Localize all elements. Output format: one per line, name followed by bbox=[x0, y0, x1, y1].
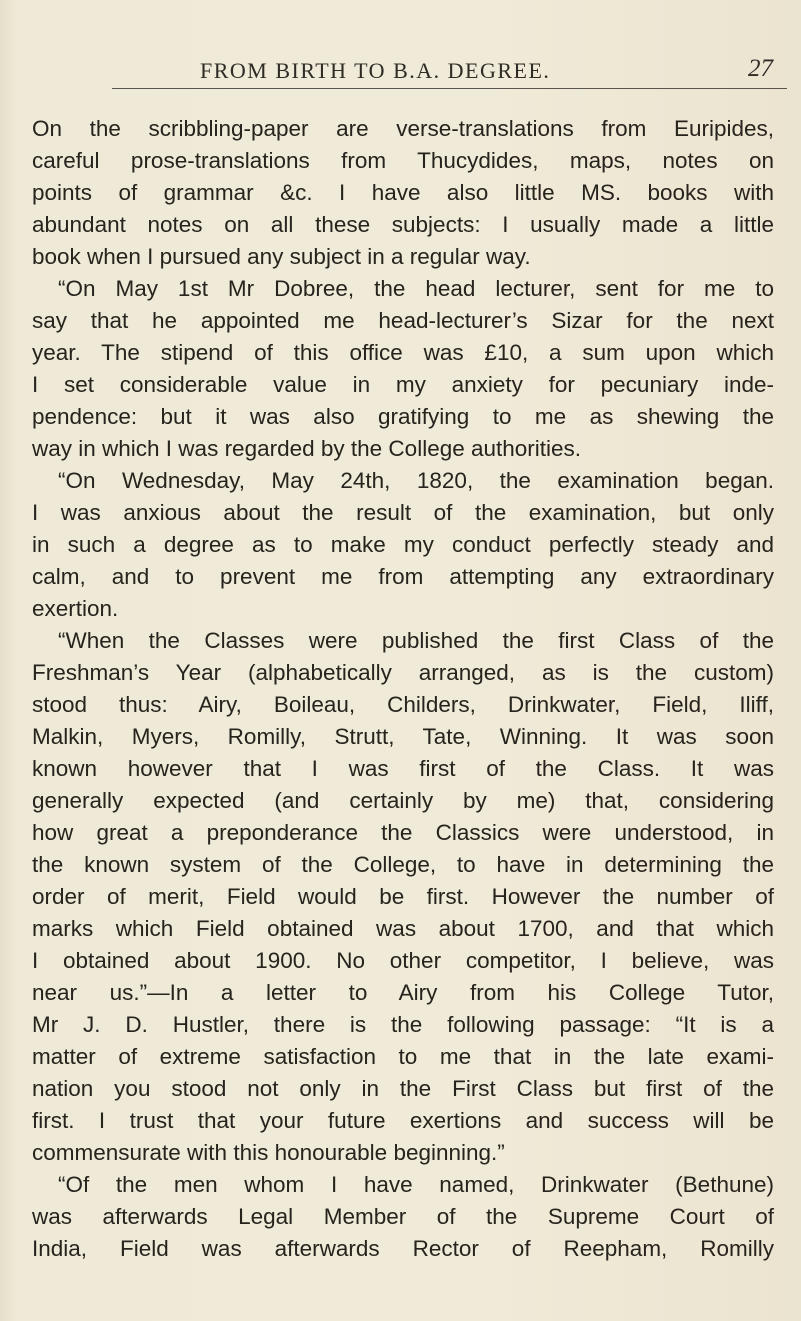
text-line: I obtained about 1900. No other competitor, I believe, was bbox=[32, 948, 774, 973]
text-line: Mr J. D. Hustler, there is the following passage: “It is a bbox=[32, 1012, 774, 1037]
text-line: in such a degree as to make my conduct perfectly steady and bbox=[32, 532, 774, 557]
text-line: stood thus: Airy, Boileau, Childers, Drinkwater, Field, Iliff, bbox=[32, 692, 774, 717]
text-line: was afterwards Legal Member of the Supreme Court of bbox=[32, 1204, 774, 1229]
text-line: “On May 1st Mr Dobree, the head lecturer, sent for me to bbox=[58, 276, 774, 301]
text-line: points of grammar &c. I have also little MS. books with bbox=[32, 180, 774, 205]
text-line: On the scribbling-paper are verse-translations from Euripides, bbox=[32, 116, 774, 141]
text-line: commensurate with this honourable beginning.” bbox=[32, 1140, 505, 1165]
text-line: abundant notes on all these subjects: I usually made a little bbox=[32, 212, 774, 237]
text-line: I was anxious about the result of the examination, but only bbox=[32, 500, 774, 525]
text-line: calm, and to prevent me from attempting any extraordinary bbox=[32, 564, 774, 589]
header-rule bbox=[112, 88, 787, 89]
text-line: nation you stood not only in the First Class but first of the bbox=[32, 1076, 774, 1101]
text-line: the known system of the College, to have in determining the bbox=[32, 852, 774, 877]
page-number: 27 bbox=[748, 55, 773, 82]
text-line: “On Wednesday, May 24th, 1820, the examination began. bbox=[58, 468, 774, 493]
text-line: India, Field was afterwards Rector of Reepham, Romilly bbox=[32, 1236, 774, 1261]
text-line: how great a preponderance the Classics were understood, in bbox=[32, 820, 774, 845]
text-line: order of merit, Field would be first. However the number of bbox=[32, 884, 774, 909]
running-head: FROM BIRTH TO B.A. DEGREE. bbox=[200, 58, 551, 83]
text-line: generally expected (and certainly by me) that, considering bbox=[32, 788, 774, 813]
text-line: careful prose-translations from Thucydides, maps, notes on bbox=[32, 148, 774, 173]
text-line: known however that I was first of the Class. It was bbox=[32, 756, 774, 781]
text-line: pendence: but it was also gratifying to me as shewing the bbox=[32, 404, 774, 429]
body-text bbox=[32, 113, 774, 1265]
text-line: exertion. bbox=[32, 596, 119, 621]
text-line: Malkin, Myers, Romilly, Strutt, Tate, Winning. It was soon bbox=[32, 724, 774, 749]
text-line: “Of the men whom I have named, Drinkwater (Bethune) bbox=[58, 1172, 774, 1197]
text-line: matter of extreme satisfaction to me that in the late exami- bbox=[32, 1044, 774, 1069]
text-line: Freshman’s Year (alphabetically arranged, as is the custom) bbox=[32, 660, 774, 685]
text-line: “When the Classes were published the first Class of the bbox=[58, 628, 774, 653]
text-line: say that he appointed me head-lecturer’s Sizar for the next bbox=[32, 308, 774, 333]
text-line: I set considerable value in my anxiety for pecuniary inde- bbox=[32, 372, 774, 397]
text-line: book when I pursued any subject in a regular way. bbox=[32, 244, 531, 269]
text-line: way in which I was regarded by the College authorities. bbox=[32, 436, 582, 461]
text-line: near us.”—In a letter to Airy from his College Tutor, bbox=[32, 980, 774, 1005]
text-line: marks which Field obtained was about 1700, and that which bbox=[32, 916, 774, 941]
text-line: year. The stipend of this office was £10, a sum upon which bbox=[32, 340, 774, 365]
text-line: first. I trust that your future exertions and success will be bbox=[32, 1108, 774, 1133]
